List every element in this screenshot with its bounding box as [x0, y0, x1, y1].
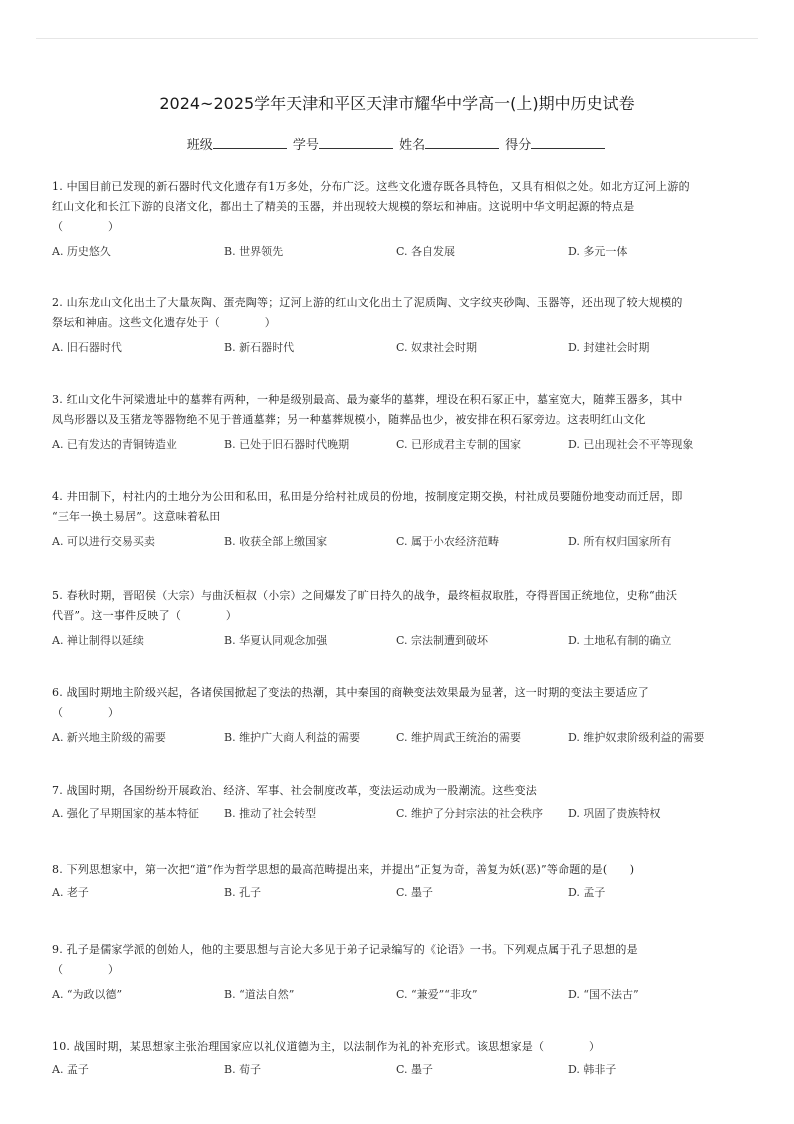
question-2-line-2: 祭坛和神庙。这些文化遗存处于（ ）: [52, 316, 276, 329]
question-10-option-b[interactable]: B. 荀子: [224, 1063, 262, 1076]
question-9-option-a[interactable]: A. “为政以德”: [52, 988, 123, 1001]
question-1-option-c[interactable]: C. 各自发展: [396, 245, 456, 258]
question-8: [52, 860, 742, 902]
class-label: 班级: [186, 138, 213, 153]
question-7-option-b[interactable]: B. 推动了社会转型: [224, 807, 317, 820]
question-1-line-2: 红山文化和长江下游的良渚文化，都出土了精美的玉器，并出现较大规模的祭坛和神庙。这说明中华文明起源的特点是: [52, 200, 635, 213]
question-1-option-d[interactable]: D. 多元一体: [568, 245, 628, 258]
student-id-blank[interactable]: [319, 136, 393, 149]
question-4: [52, 487, 742, 551]
question-4-option-a[interactable]: A. 可以进行交易买卖: [52, 535, 155, 548]
question-9-options: [52, 986, 742, 1004]
question-2-option-a[interactable]: A. 旧石器时代: [52, 341, 122, 354]
question-2-line-1: 2. 山东龙山文化出土了大量灰陶、蛋壳陶等；辽河上游的红山文化出土了泥质陶、文字纹夹砂陶、玉器等，还出现了较大规模的: [52, 296, 683, 309]
question-9-line-1: 9. 孔子是儒家学派的创始人，他的主要思想与言论大多见于弟子记录编写的《论语》一书。下列观点属于孔子思想的是: [52, 943, 638, 956]
name-blank[interactable]: [425, 136, 499, 149]
question-5-option-a[interactable]: A. 禅让制得以延续: [52, 634, 144, 647]
question-5-options: [52, 632, 742, 650]
question-7-option-a[interactable]: A. 强化了早期国家的基本特征: [52, 807, 199, 820]
question-7: [52, 781, 742, 823]
question-1: [52, 177, 742, 261]
score-label: 得分: [505, 138, 532, 153]
question-6-option-b[interactable]: B. 维护广大商人利益的需要: [224, 731, 361, 744]
question-5-option-c[interactable]: C. 宗法制遭到破坏: [396, 634, 489, 647]
question-6-options: [52, 729, 742, 747]
question-3-option-a[interactable]: A. 已有发达的青铜铸造业: [52, 438, 177, 451]
question-10-line-1: 10. 战国时期，某思想家主张治理国家应以礼仪道德为主，以法制作为礼的补充形式。该思想家是（ ）: [52, 1040, 601, 1053]
question-10-option-d[interactable]: D. 韩非子: [568, 1063, 617, 1076]
name-label: 姓名: [399, 138, 426, 153]
question-10: [52, 1037, 742, 1079]
question-2-options: [52, 339, 742, 357]
question-1-line-1: 1. 中国目前已发现的新石器时代文化遗存有1万多处，分布广泛。这些文化遗存既各具特色，又具有相似之处。如北方辽河上游的: [52, 180, 690, 193]
question-7-options: [52, 805, 742, 823]
question-2-option-b[interactable]: B. 新石器时代: [224, 341, 295, 354]
question-3-options: [52, 436, 742, 454]
student-id-label: 学号: [292, 138, 319, 153]
question-1-line-3: （ ）: [52, 220, 120, 233]
exam-title: 2024~2025学年天津和平区天津市耀华中学高一(上)期中历史试卷: [159, 94, 635, 113]
question-4-option-b[interactable]: B. 收获全部上缴国家: [224, 535, 328, 548]
question-5-line-2: 代晋”。这一事件反映了（ ）: [52, 609, 238, 622]
student-info-row: [0, 134, 794, 153]
top-divider: [36, 38, 758, 39]
question-6-option-d[interactable]: D. 维护奴隶阶级利益的需要: [568, 731, 705, 744]
question-4-option-d[interactable]: D. 所有权归国家所有: [568, 535, 672, 548]
question-8-option-a[interactable]: A. 老子: [52, 886, 89, 899]
question-8-options: [52, 884, 742, 902]
question-4-option-c[interactable]: C. 属于小农经济范畴: [396, 535, 500, 548]
question-5-line-1: 5. 春秋时期，晋昭侯（大宗）与曲沃桓叔（小宗）之间爆发了旷日持久的战争，最终桓叔取胜，夺得晋国正统地位，史称“曲沃: [52, 589, 678, 602]
question-8-option-d[interactable]: D. 孟子: [568, 886, 606, 899]
question-4-line-1: 4. 井田制下，村社内的土地分为公田和私田，私田是分给村社成员的份地，按制度定期交换，村社成员要随份地变动而迁居，即: [52, 490, 683, 503]
question-3-option-d[interactable]: D. 已出现社会不平等现象: [568, 438, 694, 451]
question-9-option-b[interactable]: B. “道法自然”: [224, 988, 295, 1001]
question-1-options: [52, 243, 742, 261]
question-10-options: [52, 1061, 742, 1079]
question-3-line-2: 凤鸟形器以及玉猪龙等器物绝不见于普通墓葬；另一种墓葬规模小，随葬品也少，被安排在积石冢旁边。这表明红山文化: [52, 413, 646, 426]
question-5-option-b[interactable]: B. 华夏认同观念加强: [224, 634, 328, 647]
question-2: [52, 293, 742, 357]
question-4-options: [52, 533, 742, 551]
class-blank[interactable]: [213, 136, 287, 149]
question-2-option-d[interactable]: D. 封建社会时期: [568, 341, 650, 354]
question-3: [52, 390, 742, 454]
question-10-option-a[interactable]: A. 孟子: [52, 1063, 89, 1076]
score-blank[interactable]: [531, 136, 605, 149]
question-7-option-d[interactable]: D. 巩固了贵族特权: [568, 807, 661, 820]
question-6-line-1: 6. 战国时期地主阶级兴起，各诸侯国掀起了变法的热潮，其中秦国的商鞅变法效果最为显著，这一时期的变法主要适应了: [52, 686, 649, 699]
question-1-option-b[interactable]: B. 世界领先: [224, 245, 284, 258]
question-6-option-c[interactable]: C. 维护周武王统治的需要: [396, 731, 522, 744]
question-6-option-a[interactable]: A. 新兴地主阶级的需要: [52, 731, 166, 744]
question-7-line-1: 7. 战国时期，各国纷纷开展政治、经济、军事、社会制度改革，变法运动成为一股潮流。这些变法: [52, 784, 537, 797]
question-9-option-d[interactable]: D. “国不法古”: [568, 988, 639, 1001]
question-2-option-c[interactable]: C. 奴隶社会时期: [396, 341, 478, 354]
question-9-option-c[interactable]: C. “兼爱”“非攻”: [396, 988, 478, 1001]
question-9-line-2: （ ）: [52, 963, 120, 976]
question-6: [52, 683, 742, 747]
question-4-line-2: “三年一换土易居”。这意味着私田: [52, 510, 221, 523]
question-7-option-c[interactable]: C. 维护了分封宗法的社会秩序: [396, 807, 544, 820]
question-3-option-b[interactable]: B. 已处于旧石器时代晚期: [224, 438, 350, 451]
question-10-option-c[interactable]: C. 墨子: [396, 1063, 434, 1076]
question-8-line-1: 8. 下列思想家中，第一次把“道”作为哲学思想的最高范畴提出来，并提出“正复为奇，善复为妖(恶)”等命题的是( ): [52, 863, 635, 876]
question-3-line-1: 3. 红山文化牛河梁遗址中的墓葬有两种，一种是级别最高、最为豪华的墓葬，埋设在积石冢正中，墓室宽大，随葬玉器多，其中: [52, 393, 683, 406]
question-3-option-c[interactable]: C. 已形成君主专制的国家: [396, 438, 522, 451]
question-5-option-d[interactable]: D. 土地私有制的确立: [568, 634, 672, 647]
question-6-line-2: （ ）: [52, 706, 120, 719]
question-8-option-c[interactable]: C. 墨子: [396, 886, 434, 899]
question-9: [52, 940, 742, 1004]
question-8-option-b[interactable]: B. 孔子: [224, 886, 262, 899]
question-5: [52, 586, 742, 650]
question-1-option-a[interactable]: A. 历史悠久: [52, 245, 111, 258]
